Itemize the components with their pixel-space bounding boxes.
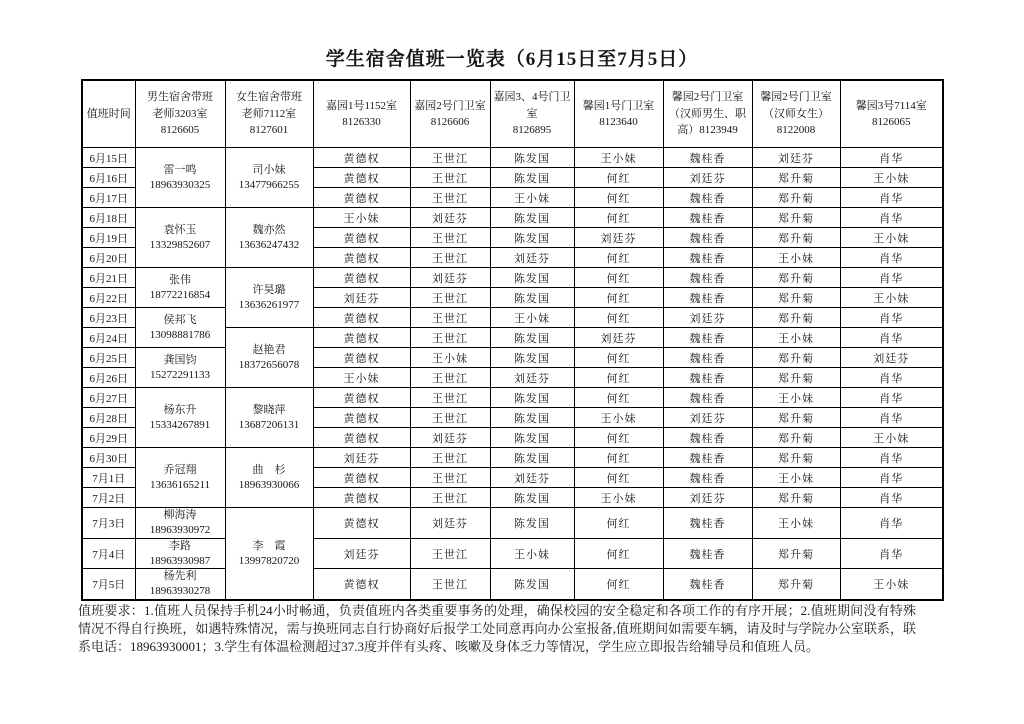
female-teacher-cell [225,268,313,328]
duty-cell: 刘廷芬 [663,168,752,188]
duty-cell: 陈发国 [490,428,574,448]
duty-cell: 肖华 [840,328,943,348]
duty-cell: 刘廷芬 [410,428,490,448]
duty-cell: 黄德权 [313,428,410,448]
duty-cell: 魏桂香 [663,538,752,569]
duty-cell: 王小妹 [752,388,840,408]
teacher-name: 魏亦然 [252,223,286,236]
duty-cell: 陈发国 [490,488,574,508]
header-line: 高）8123949 [677,124,738,137]
duty-cell: 刘廷芬 [410,508,490,539]
teacher-name: 李路 [169,539,191,552]
male-teacher-cell [135,348,225,388]
schedule-row [82,569,943,600]
date-cell: 6月29日 [82,428,135,448]
date-cell: 6月25日 [82,348,135,368]
duty-cell: 王世江 [410,448,490,468]
duty-cell: 何红 [574,569,663,600]
teacher-phone: 15334267891 [149,418,211,431]
duty-cell: 王小妹 [752,248,840,268]
duty-cell: 王小妹 [490,308,574,328]
header-line: （汉师女生） [763,107,829,120]
teacher-phone: 18963930066 [238,478,300,491]
duty-cell: 郑升菊 [752,288,840,308]
column-header-xinyuan-3 [840,80,943,148]
duty-cell: 魏桂香 [663,448,752,468]
duty-cell: 肖华 [840,448,943,468]
duty-cell: 肖华 [840,468,943,488]
male-teacher-cell [135,388,225,448]
duty-cell: 黄德权 [313,188,410,208]
column-header-xinyuan-2-male [663,80,752,148]
header-line: 8127601 [249,124,289,137]
duty-cell: 陈发国 [490,348,574,368]
duty-cell: 魏桂香 [663,388,752,408]
teacher-phone: 18772216854 [149,288,211,301]
duty-cell: 何红 [574,428,663,448]
header-line: 8126605 [160,124,200,137]
duty-cell: 何红 [574,288,663,308]
teacher-name: 司小妹 [252,163,286,176]
duty-cell: 何红 [574,248,663,268]
duty-cell: 郑升菊 [752,208,840,228]
header-line: 嘉园3、4号门卫室 [493,91,571,120]
duty-cell: 黄德权 [313,569,410,600]
header-line: 8126606 [430,116,470,128]
duty-cell: 黄德权 [313,348,410,368]
duty-cell: 刘廷芬 [663,308,752,328]
duty-cell: 魏桂香 [663,148,752,168]
duty-cell: 王世江 [410,388,490,408]
teacher-phone: 18963930325 [149,178,211,191]
duty-cell: 王小妹 [313,208,410,228]
header-line: 8122008 [776,124,816,137]
duty-cell: 何红 [574,388,663,408]
teacher-phone: 13477966255 [238,178,300,191]
duty-cell: 刘廷芬 [663,408,752,428]
duty-cell: 肖华 [840,208,943,228]
duty-cell: 黄德权 [313,468,410,488]
duty-cell: 王小妹 [752,508,840,539]
duty-cell: 何红 [574,188,663,208]
duty-cell: 刘廷芬 [574,328,663,348]
teacher-name: 袁怀玉 [163,223,197,236]
schedule-row [82,348,943,368]
duty-cell: 王世江 [410,168,490,188]
duty-cell: 王世江 [410,569,490,600]
duty-cell: 郑升菊 [752,268,840,288]
duty-cell: 郑升菊 [752,308,840,328]
header-line: （汉师男生、职 [669,107,746,120]
schedule-row [82,208,943,228]
duty-cell: 郑升菊 [752,448,840,468]
duty-cell: 刘廷芬 [410,208,490,228]
duty-cell: 王小妹 [574,488,663,508]
duty-cell: 王世江 [410,408,490,428]
duty-cell: 王世江 [410,248,490,268]
duty-cell: 陈发国 [490,208,574,228]
column-header-male-teacher [135,80,225,148]
duty-cell: 刘廷芬 [490,368,574,388]
header-line: 8123640 [599,116,638,128]
duty-cell: 刘廷芬 [313,538,410,569]
duty-cell: 黄德权 [313,508,410,539]
duty-cell: 郑升菊 [752,168,840,188]
header-line: 馨园2号门卫室 [671,91,744,104]
date-cell: 6月17日 [82,188,135,208]
date-cell: 7月5日 [82,569,135,600]
duty-cell: 何红 [574,268,663,288]
date-cell: 6月28日 [82,408,135,428]
duty-cell: 黄德权 [313,228,410,248]
duty-cell: 何红 [574,208,663,228]
duty-cell: 何红 [574,508,663,539]
duty-cell: 刘廷芬 [490,248,574,268]
duty-cell: 何红 [574,448,663,468]
teacher-name: 黎晓萍 [252,403,286,416]
duty-cell: 王小妹 [840,288,943,308]
duty-cell: 黄德权 [313,268,410,288]
duty-cell: 郑升菊 [752,569,840,600]
date-cell: 7月3日 [82,508,135,539]
header-line: 男生宿舍带班 [147,91,213,104]
duty-cell: 王小妹 [752,328,840,348]
female-teacher-cell [225,388,313,448]
male-teacher-cell [135,268,225,308]
male-teacher-cell [135,208,225,268]
duty-cell: 王小妹 [574,408,663,428]
date-cell: 6月27日 [82,388,135,408]
duty-cell: 王世江 [410,538,490,569]
schedule-row [82,388,943,408]
duty-cell: 何红 [574,168,663,188]
date-cell: 6月16日 [82,168,135,188]
teacher-phone: 18963930987 [149,554,211,567]
male-teacher-cell [135,148,225,208]
duty-cell: 郑升菊 [752,368,840,388]
duty-cell: 王世江 [410,368,490,388]
duty-cell: 肖华 [840,308,943,328]
duty-cell: 肖华 [840,248,943,268]
duty-cell: 陈发国 [490,408,574,428]
duty-cell: 魏桂香 [663,468,752,488]
duty-cell: 刘廷芬 [663,488,752,508]
schedule-row [82,538,943,569]
teacher-phone: 18963930278 [149,585,211,598]
duty-cell: 何红 [574,368,663,388]
duty-cell: 黄德权 [313,168,410,188]
header-line: 馨园2号门卫室 [760,91,832,104]
duty-cell: 何红 [574,308,663,328]
header-line: 馨园1号门卫室 [582,99,655,112]
header-line: 嘉园2号门卫室 [414,99,486,112]
duty-cell: 肖华 [840,408,943,428]
duty-cell: 黄德权 [313,148,410,168]
header-line: 值班时间 [86,107,131,120]
schedule-row [82,308,943,328]
column-header-xinyuan-2-female [752,80,840,148]
male-teacher-cell [135,538,225,569]
duty-cell: 魏桂香 [663,248,752,268]
schedule-table [81,79,944,601]
date-cell: 6月23日 [82,308,135,328]
schedule-row [82,448,943,468]
duty-cell: 黄德权 [313,408,410,428]
duty-cell: 魏桂香 [663,348,752,368]
date-cell: 6月22日 [82,288,135,308]
date-cell: 7月2日 [82,488,135,508]
teacher-name: 龚国钧 [163,353,197,366]
teacher-name: 杨东升 [163,403,197,416]
duty-cell: 陈发国 [490,569,574,600]
duty-cell: 黄德权 [313,388,410,408]
female-teacher-cell [225,508,313,601]
female-teacher-cell [225,148,313,208]
header-line: 8126065 [872,116,911,128]
duty-cell: 郑升菊 [752,188,840,208]
duty-cell: 魏桂香 [663,188,752,208]
duty-cell: 王世江 [410,288,490,308]
female-teacher-cell [225,328,313,388]
duty-cell: 魏桂香 [663,208,752,228]
duty-cell: 郑升菊 [752,488,840,508]
female-teacher-cell [225,208,313,268]
teacher-name: 乔冠翔 [163,463,197,476]
date-cell: 6月26日 [82,368,135,388]
date-cell: 6月24日 [82,328,135,348]
duty-cell: 肖华 [840,488,943,508]
duty-cell: 魏桂香 [663,328,752,348]
column-header-duty-time [82,80,135,148]
schedule-row [82,508,943,539]
date-cell: 6月30日 [82,448,135,468]
duty-cell: 王小妹 [410,348,490,368]
duty-cell: 陈发国 [490,448,574,468]
duty-cell: 陈发国 [490,168,574,188]
duty-cell: 刘廷芬 [490,468,574,488]
teacher-phone: 15272291133 [149,368,211,381]
duty-cell: 陈发国 [490,388,574,408]
duty-cell: 郑升菊 [752,228,840,248]
column-header-jiayuan-1 [313,80,410,148]
duty-cell: 肖华 [840,508,943,539]
teacher-name: 侯邦飞 [163,313,197,326]
schedule-row [82,148,943,168]
page-title: 学生宿舍值班一览表（6月15日至7月5日） [325,49,699,70]
header-line: 8126330 [342,116,381,128]
duty-cell: 黄德权 [313,328,410,348]
schedule-row [82,268,943,288]
duty-cell: 王小妹 [840,168,943,188]
duty-cell: 郑升菊 [752,408,840,428]
duty-cell: 刘廷芬 [313,448,410,468]
date-cell: 6月21日 [82,268,135,288]
duty-cell: 王世江 [410,228,490,248]
teacher-phone: 18372656078 [238,358,300,371]
date-cell: 6月19日 [82,228,135,248]
duty-cell: 魏桂香 [663,569,752,600]
duty-cell: 王世江 [410,148,490,168]
duty-cell: 魏桂香 [663,508,752,539]
duty-cell: 魏桂香 [663,288,752,308]
teacher-phone: 18963930972 [149,523,211,536]
teacher-name: 雷一鸣 [163,163,197,176]
date-cell: 7月1日 [82,468,135,488]
date-cell: 6月18日 [82,208,135,228]
duty-cell: 陈发国 [490,328,574,348]
header-line: 老师3203室 [152,107,208,120]
duty-cell: 王世江 [410,488,490,508]
header-line: 馨园3号7114室 [855,99,927,112]
teacher-name: 许昊璐 [252,283,286,296]
duty-cell: 黄德权 [313,308,410,328]
duty-cell: 王小妹 [490,538,574,569]
duty-cell: 肖华 [840,388,943,408]
male-teacher-cell [135,569,225,600]
duty-cell: 何红 [574,468,663,488]
duty-cell: 黄德权 [313,488,410,508]
teacher-name: 李 霞 [252,539,286,552]
duty-cell: 王世江 [410,308,490,328]
duty-cell: 魏桂香 [663,228,752,248]
date-cell: 6月20日 [82,248,135,268]
duty-cell: 王小妹 [574,148,663,168]
teacher-phone: 13687206131 [238,418,300,431]
date-cell: 7月4日 [82,538,135,569]
duty-cell: 陈发国 [490,508,574,539]
duty-cell: 刘廷芬 [410,268,490,288]
teacher-name: 柳海涛 [163,509,197,521]
duty-cell: 郑升菊 [752,348,840,368]
duty-cell: 肖华 [840,538,943,569]
duty-cell: 陈发国 [490,288,574,308]
teacher-phone: 13329852607 [149,238,211,251]
duty-cell: 刘廷芬 [313,288,410,308]
duty-cell: 王小妹 [840,228,943,248]
teacher-name: 赵艳君 [252,343,286,356]
duty-cell: 刘廷芬 [752,148,840,168]
teacher-phone: 13636261977 [238,298,300,311]
duty-cell: 郑升菊 [752,538,840,569]
header-line: 嘉园1号1152室 [325,99,398,112]
male-teacher-cell [135,308,225,348]
duty-cell: 肖华 [840,148,943,168]
column-header-jiayuan-3-4 [490,80,574,148]
duty-cell: 王小妹 [490,188,574,208]
header-line: 女生宿舍带班 [236,91,302,104]
duty-cell: 王小妹 [840,569,943,600]
teacher-phone: 13997820720 [238,554,300,567]
teacher-name: 张伟 [169,273,191,286]
teacher-phone: 13636247432 [238,238,300,251]
column-header-xinyuan-1 [574,80,663,148]
duty-cell: 王世江 [410,188,490,208]
duty-cell: 王小妹 [313,368,410,388]
duty-cell: 肖华 [840,368,943,388]
duty-cell: 魏桂香 [663,428,752,448]
duty-cell: 刘廷芬 [574,228,663,248]
male-teacher-cell [135,448,225,508]
duty-cell: 魏桂香 [663,368,752,388]
duty-cell: 陈发国 [490,148,574,168]
teacher-name: 杨先利 [163,570,197,583]
duty-cell: 陈发国 [490,268,574,288]
column-header-female-teacher [225,80,313,148]
teacher-name: 曲 杉 [252,463,286,476]
duty-cell: 王世江 [410,328,490,348]
date-cell: 6月15日 [82,148,135,168]
duty-cell: 魏桂香 [663,268,752,288]
duty-cell: 陈发国 [490,228,574,248]
header-line: 8126895 [512,124,552,137]
table-body [82,148,943,601]
column-header-jiayuan-2 [410,80,490,148]
duty-cell: 何红 [574,538,663,569]
duty-cell: 王小妹 [752,468,840,488]
male-teacher-cell [135,508,225,539]
duty-cell: 王小妹 [840,428,943,448]
duty-requirements-notes: 值班要求：1.值班人员保持手机24小时畅通，负责值班内各类重要事务的处理，确保校园的安全稳定和各项工作的有序开展；2.值班期间没有特殊情况不得自行换班，如遇特殊情况，需与换班同志自行协商好后报学工处同意再向办公室报备,值班期间如需要车辆，请及时与学院办公室联系，联系电话：18963930001；3.学生有体温检测超过37.3度并伴有头疼、咳嗽及身体乏力等情况，学生应立即报告给辅导员和值班人员。 [78,603,916,654]
duty-cell: 郑升菊 [752,428,840,448]
teacher-phone: 13098881786 [149,328,211,341]
female-teacher-cell [225,448,313,508]
teacher-phone: 13636165211 [149,478,211,491]
duty-cell: 肖华 [840,268,943,288]
header-line: 老师7112室 [241,107,297,120]
duty-cell: 刘廷芬 [840,348,943,368]
duty-cell: 王世江 [410,468,490,488]
duty-cell: 何红 [574,348,663,368]
header-row [82,80,943,148]
duty-cell: 肖华 [840,188,943,208]
duty-cell: 黄德权 [313,248,410,268]
